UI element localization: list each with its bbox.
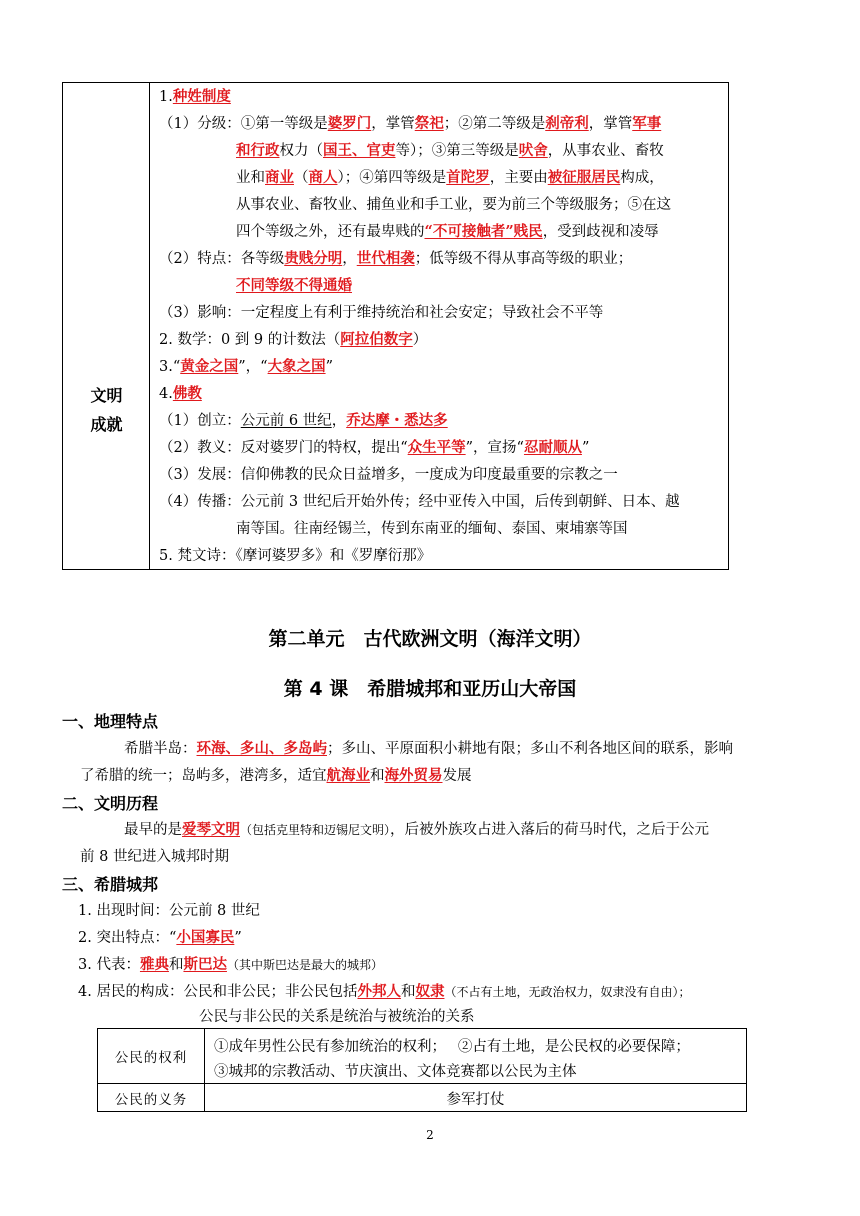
city-state-item-1: 1. 出现时间：公元前 8 世纪: [78, 903, 260, 919]
literature-line: 5. 梵文诗：《摩诃婆罗多》和《罗摩衍那》: [159, 548, 432, 564]
caste-line-4: 从事农业、畜牧业、捕鱼业和手工业，要为前三个等级服务；⑤在这: [236, 197, 671, 213]
buddhism-development-line: （3）发展：信仰佛教的民众日益增多，一度成为印度最重要的宗教之一: [159, 467, 618, 483]
rights-line-2: ③城邦的宗教活动、节庆演出、文体竞赛都以公民为主体: [214, 1064, 577, 1080]
buddhism-title-line: 4.佛教: [159, 385, 202, 402]
rights-line-1: ①成年男性公民有参加统治的权利； ②占有土地，是公民权的必要保障；: [214, 1039, 690, 1055]
country-nickname-line: 3.“黄金之国”，“大象之国”: [159, 358, 333, 375]
geography-line-1: 希腊半岛：环海、多山、多岛屿；多山、平原面积小耕地有限；多山不利各地区间的联系，影响: [124, 740, 733, 757]
history-line-2: 前 8 世纪进入城邦时期: [80, 849, 229, 865]
math-line: 2. 数学：0 到 9 的计数法（阿拉伯数字）: [159, 331, 428, 348]
citizen-rights-table: [97, 1028, 747, 1112]
buddhism-spread-line-1: （4）传播：公元前 3 世纪后开始外传；经中亚传入中国，后传到朝鲜、日本、越: [159, 494, 680, 510]
caste-feature-line: （2）特点：各等级贵贱分明，世代相袭；低等级不得从事高等级的职业；: [159, 250, 633, 267]
city-state-item-4: 4. 居民的构成：公民和非公民；非公民包括外邦人和奴隶（不占有土地，无政治权力，奴隶没有自由）；: [78, 983, 691, 1000]
rights-label: 公民的权利: [98, 1029, 205, 1083]
label-line-1: 文明: [90, 386, 123, 405]
geography-line-2: 了希腊的统一；岛屿多，港湾多，适宜航海业和海外贸易发展: [80, 767, 472, 784]
caste-line-2: 和行政权力（国王、官吏等）；③第三等级是吠舍，从事农业、畜牧: [236, 142, 664, 159]
caste-line-1: （1）分级：①第一等级是婆罗门，掌管祭祀；②第二等级是刹帝利，掌管军事: [159, 115, 662, 132]
city-state-item-2: 2. 突出特点：“小国寡民”: [78, 929, 242, 946]
lesson-title: 第 4 课 希腊城邦和亚历山大帝国: [283, 678, 577, 700]
duty-label: 公民的义务: [98, 1084, 205, 1112]
table-label: [63, 381, 150, 439]
duty-value: 参军打仗: [446, 1091, 505, 1108]
caste-line-3: 业和商业（商人）；④第四等级是首陀罗，主要由被征服居民构成，: [236, 169, 664, 186]
label-line-2: 成就: [90, 415, 123, 434]
caste-impact-line: （3）影响：一定程度上有利于维持统治和社会安定；导致社会不平等: [159, 305, 604, 321]
caste-feature-line-2: 不同等级不得通婚: [236, 277, 352, 294]
section-heading-geography: 一、地理特点: [62, 712, 159, 731]
history-line-1: 最早的是爱琴文明（包括克里特和迈锡尼文明），后被外族攻占进入落后的荷马时代，之后于公元: [124, 821, 710, 838]
page-number: 2: [426, 1128, 434, 1142]
achievements-table: [62, 82, 729, 570]
buddhism-doctrine-line: （2）教义：反对婆罗门的特权，提出“众生平等”，宣扬“忍耐顺从”: [159, 439, 590, 456]
buddhism-founding-line: （1）创立：公元前 6 世纪，乔达摩・悉达多: [159, 412, 448, 429]
table-label-cell: [63, 83, 150, 569]
section-heading-history: 二、文明历程: [62, 794, 159, 813]
unit-title: 第二单元 古代欧洲文明（海洋文明）: [268, 628, 592, 650]
section-heading-city-states: 三、希腊城邦: [62, 875, 159, 894]
rights-row: [98, 1029, 746, 1084]
caste-line-5: 四个等级之外，还有最卑贱的“不可接触者”贱民，受到歧视和凌辱: [236, 223, 659, 240]
duty-row: [98, 1084, 746, 1112]
city-state-item-3: 3. 代表：雅典和斯巴达（其中斯巴达是最大的城邦）: [78, 956, 383, 973]
buddhism-spread-line-2: 南等国。往南经锡兰，传到东南亚的缅甸、泰国、柬埔寨等国: [236, 521, 628, 537]
caste-title-line: 1.种姓制度: [159, 88, 231, 105]
caste-title: 种姓制度: [172, 88, 231, 105]
city-state-item-4-line-2: 公民与非公民的关系是统治与被统治的关系: [199, 1009, 475, 1025]
